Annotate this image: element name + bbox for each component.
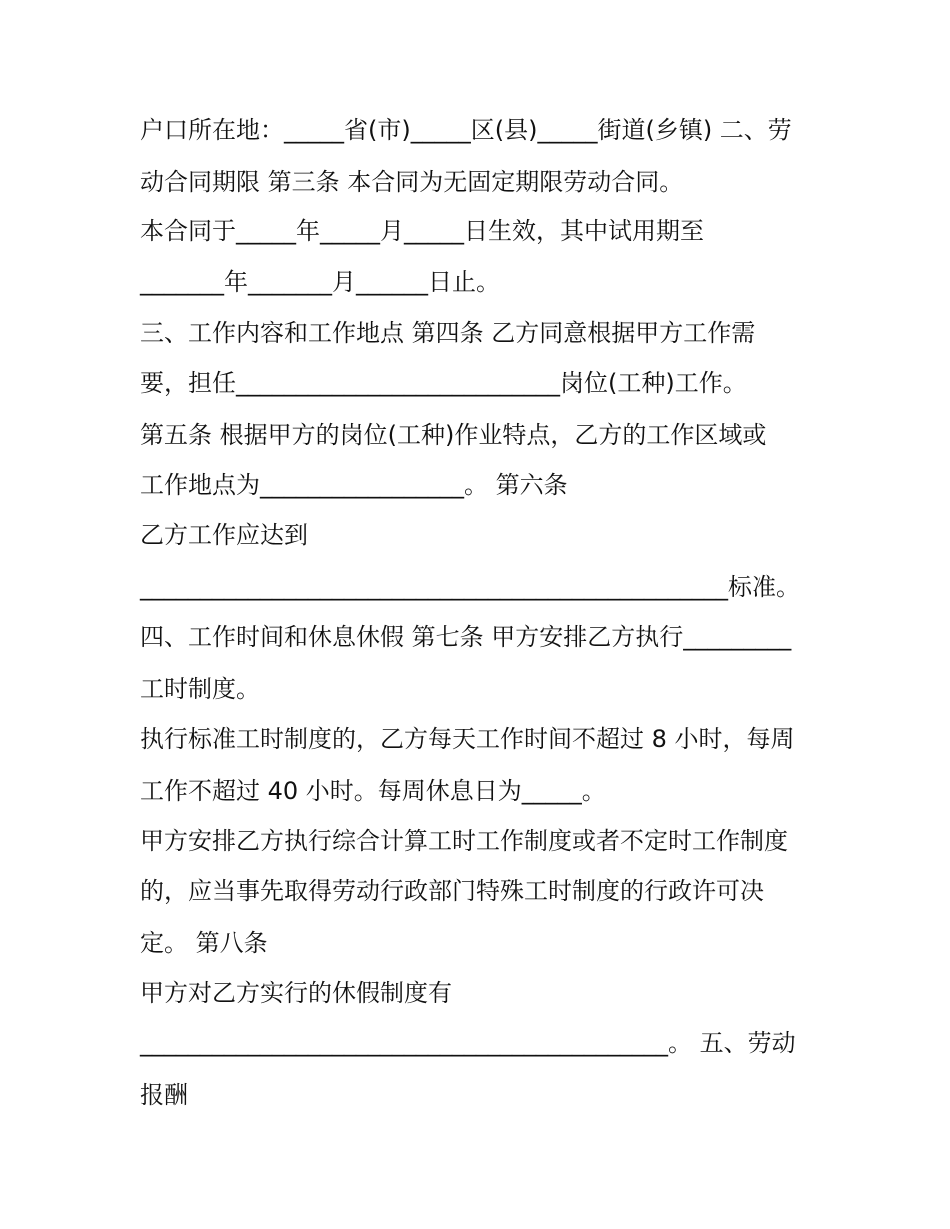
text-line: 工时制度。 [140, 675, 260, 703]
text-line: 四、工作时间和休息休假 第七条 甲方安排乙方执行_________ [140, 623, 792, 651]
text-line: 动合同期限 第三条 本合同为无固定期限劳动合同。 [140, 168, 684, 196]
text-line: 三、工作内容和工作地点 第四条 乙方同意根据甲方工作需 [140, 319, 756, 347]
text-line: 工作不超过 40 小时。每周休息日为_____。 [140, 777, 606, 805]
text-line: 报酬 [140, 1081, 188, 1109]
text-line: 的，应当事先取得劳动行政部门特殊工时制度的行政许可决 [140, 877, 764, 905]
text-line: ____________________________________________。 五、劳动 [140, 1029, 796, 1057]
text-line: _________________________________________________标准。 [140, 573, 800, 601]
text-line: 第五条 根据甲方的岗位(工种)作业特点，乙方的工作区域或 [140, 421, 767, 449]
text-line: 本合同于_____年_____月_____日生效，其中试用期至 [140, 217, 704, 245]
text-line: _______年_______月______日止。 [140, 268, 500, 296]
text-line: 执行标准工时制度的，乙方每天工作时间不超过 8 小时，每周 [140, 725, 795, 753]
text-line: 乙方工作应达到 [140, 521, 308, 549]
text-line: 甲方安排乙方执行综合计算工时工作制度或者不定时工作制度 [140, 827, 788, 855]
text-line: 要，担任___________________________岗位(工种)工作。 [140, 369, 747, 397]
text-line: 户口所在地：_____省(市)_____区(县)_____街道(乡镇) 二、劳 [140, 116, 792, 144]
text-line: 工作地点为_________________。 第六条 [140, 471, 568, 499]
text-line: 定。 第八条 [140, 929, 268, 957]
text-line: 甲方对乙方实行的休假制度有 [140, 979, 452, 1007]
